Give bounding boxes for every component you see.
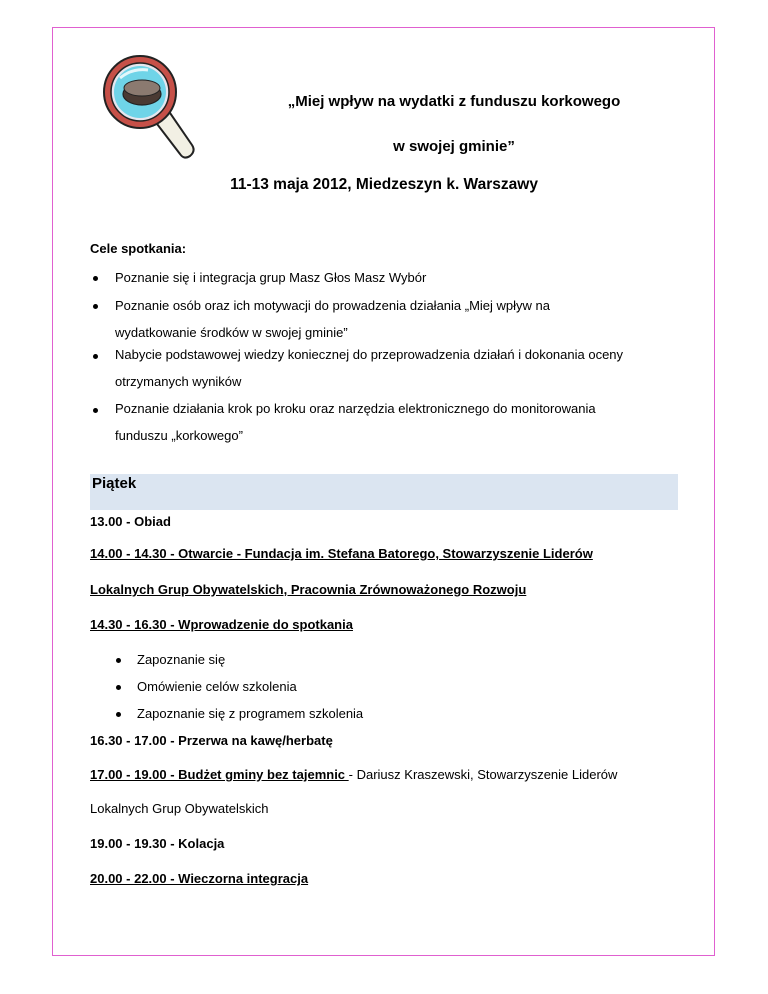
agenda-item: 14.00 - 14.30 - Otwarcie - Fundacja im. Stefana Batorego, Stowarzyszenie Liderów [90, 546, 593, 561]
goal-item-continuation: wydatkowanie środków w swojej gminie” [115, 325, 348, 340]
agenda-item: 20.00 - 22.00 - Wieczorna integracja [90, 871, 309, 886]
date-place: 11-13 maja 2012, Miedzeszyn k. Warszawy [230, 176, 538, 193]
agenda-item: 14.30 - 16.30 - Wprowadzenie do spotkania [90, 617, 353, 632]
agenda-sub-item: Zapoznanie się z programem szkolenia [137, 706, 364, 721]
bullet [93, 276, 98, 281]
goal-item: Poznanie się i integracja grup Masz Głos Masz Wybór [115, 270, 427, 285]
agenda-item-with-speaker [90, 767, 617, 783]
agenda-item: 13.00 - Obiad [90, 514, 171, 529]
bullet [93, 408, 98, 413]
agenda-item-continuation: Lokalnych Grup Obywatelskich [90, 801, 269, 816]
goal-item: Nabycie podstawowej wiedzy koniecznej do przeprowadzenia działań i dokonania oceny [115, 347, 624, 362]
bullet [116, 712, 121, 717]
day-label: Piątek [92, 475, 137, 492]
agenda-sub-item: Omówienie celów szkolenia [137, 679, 297, 694]
goals-heading: Cele spotkania: [90, 241, 187, 256]
agenda-item: 19.00 - 19.30 - Kolacja [90, 836, 225, 851]
agenda-item: 16.30 - 17.00 - Przerwa na kawę/herbatę [90, 733, 333, 748]
bullet [116, 658, 121, 663]
goal-item-continuation: funduszu „korkowego” [115, 428, 243, 443]
goal-item-continuation: otrzymanych wyników [115, 374, 242, 389]
goal-item: Poznanie osób oraz ich motywacji do prowadzenia działania „Miej wpływ na [115, 298, 550, 313]
bullet [93, 354, 98, 359]
title-line-1: „Miej wpływ na wydatki z funduszu korkowego [287, 93, 621, 110]
bullet [93, 304, 98, 309]
bullet [116, 685, 121, 690]
agenda-item-speaker: - Dariusz Kraszewski, Stowarzyszenie Liderów [348, 767, 618, 782]
agenda-item-continuation: Lokalnych Grup Obywatelskich, Pracownia Zrównoważonego Rozwoju [90, 582, 527, 597]
agenda-sub-item: Zapoznanie się [137, 652, 226, 667]
title-line-2: w swojej gminie” [393, 138, 515, 155]
day-header-bar [90, 474, 678, 510]
goal-item: Poznanie działania krok po kroku oraz narzędzia elektronicznego do monitorowania [115, 401, 596, 416]
agenda-item-title: 17.00 - 19.00 - Budżet gminy bez tajemnic [90, 767, 349, 782]
